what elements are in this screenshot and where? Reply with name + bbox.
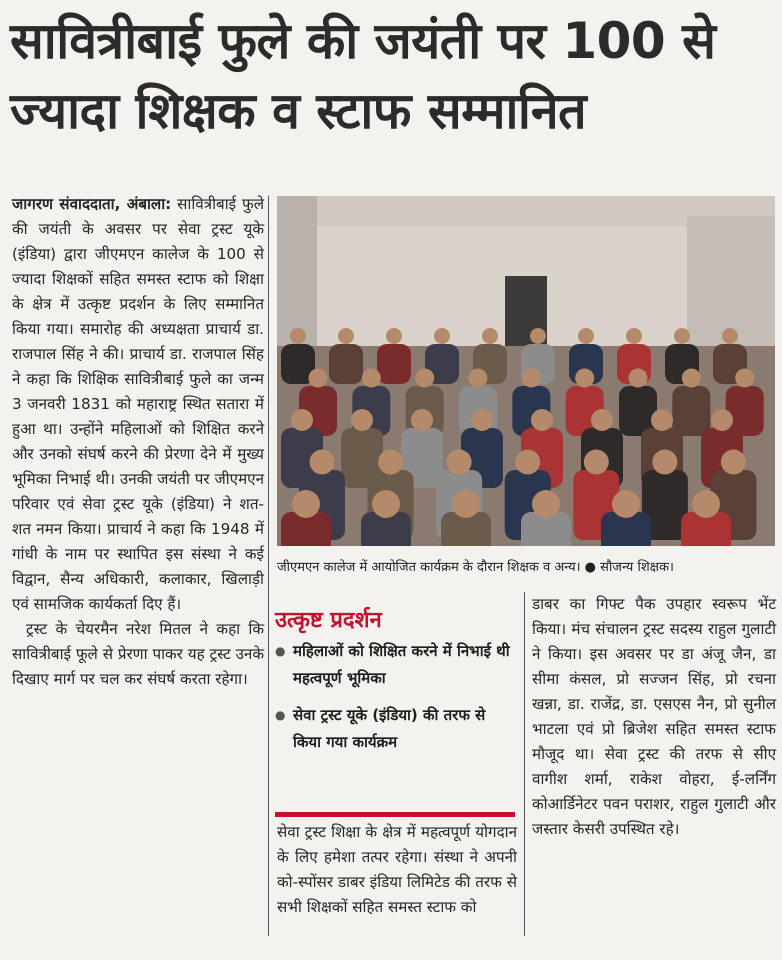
headline-line-1: सावित्रीबाई फुले की जयंती पर 100 से [10, 12, 716, 70]
audience-head [351, 409, 373, 431]
audience-head [652, 450, 677, 475]
audience-head [674, 328, 690, 344]
headline-line-2: ज्यादा शिक्षक व स्टाफ सम्मानित [10, 82, 587, 140]
highlight-point: ● महिलाओं को शिक्षित करने में निभाई थी महत्वपूर्ण भूमिका [275, 638, 515, 692]
audience-head [515, 450, 540, 475]
audience-head [530, 328, 546, 344]
audience-head [711, 409, 733, 431]
column-4-paragraph: डाबर का गिफ्ट पैक उपहार स्वरूप भेंट किया। मंच संचालन ट्रस्ट सदस्य राहुल गुलाटी ने किया। इस अवसर पर डा अंजू जैन, डा सीमा कंसल, प्रो सज्जन सिंह, प्रो रचना खन्ना, डा. राजेंद्र, डा. एसएस नैन, प्रो सुनील भाटला एवं प्रो ब्रिजेश सहित समस्त स्टाफ मौजूद था। सेवा ट्रस्ट की तरफ से सीए वागीश शर्मा, राकेश वोहरा, ई-लर्निंग कोआर्डिनेटर पवन पराशर, राहुल गुलाटी और जस्तार केसरी उपस्थित रहे। [532, 595, 776, 838]
article-column-4 [532, 592, 776, 842]
article-column-3 [277, 820, 517, 920]
highlight-point: ● सेवा ट्रस्ट यूके (इंडिया) की तरफ से किया गया कार्यक्रम [275, 702, 515, 756]
byline: जागरण संवाददाता, अंबाला: [12, 195, 172, 213]
audience-head [532, 490, 560, 518]
audience-head [434, 328, 450, 344]
column-divider [268, 196, 269, 936]
event-photo [277, 196, 775, 546]
column-3-paragraph: सेवा ट्रस्ट शिक्षा के क्षेत्र में महत्वपूर्ण योगदान के लिए हमेशा तत्पर रहेगा। संस्था ने अपनी को-स्पोंसर डाबर इंडिया लिमिटेड की तरफ से सभी शिक्षकों सहित समस्त स्टाफ को [277, 823, 517, 916]
audience-head [522, 369, 541, 388]
audience-head [471, 409, 493, 431]
column-divider [524, 592, 525, 936]
audience-head [482, 328, 498, 344]
audience-head [626, 328, 642, 344]
audience-head [310, 450, 335, 475]
audience-head [578, 328, 594, 344]
audience-head [411, 409, 433, 431]
highlight-title: उत्कृष्ट प्रदर्शन [275, 608, 382, 633]
audience-person [377, 344, 411, 384]
audience-head [692, 490, 720, 518]
audience-head [338, 328, 354, 344]
audience-head [682, 369, 701, 388]
highlight-list [275, 638, 515, 756]
audience-head [447, 450, 472, 475]
audience-head [378, 450, 403, 475]
audience-head [291, 409, 313, 431]
audience-head [722, 328, 738, 344]
audience-head [386, 328, 402, 344]
article-column-1 [12, 192, 264, 692]
audience-head [372, 490, 400, 518]
headline [10, 6, 772, 146]
audience-head [721, 450, 746, 475]
audience-head [292, 490, 320, 518]
audience-photo-illustration [277, 196, 775, 546]
column-1-paragraph-2: ट्रस्ट के चेयरमैन नरेश मितल ने कहा कि सावित्रीबाई फूले से प्रेरणा पाकर यह ट्रस्ट उनके दिखाए मार्ग पर चल कर संघर्ष करता रहेगा। [12, 620, 264, 688]
audience-head [735, 369, 754, 388]
audience-head [452, 490, 480, 518]
audience-head [651, 409, 673, 431]
photo-caption: जीएमएन कालेज में आयोजित कार्यक्रम के दौरान शिक्षक व अन्य। ● सौजन्य शिक्षक। [277, 560, 674, 575]
audience-head [469, 369, 488, 388]
column-1-paragraph-1: सावित्रीबाई फुले की जयंती के अवसर पर सेवा ट्रस्ट यूके (इंडिया) द्वारा जीएमएन कालेज के 100 से ज्यादा शिक्षकों सहित समस्त स्टाफ को शिक्षा के क्षेत्र में उत्कृष्ट प्रदर्शन के लिए सम्मानित किया गया। समारोह की अध्यक्षता प्राचार्य डा. राजपाल सिंह ने की। प्राचार्य डा. राजपाल सिंह ने कहा कि शिक्षिक सावित्रीबाई फुले का जन्म 3 जनवरी 1831 को महाराष्ट्र स्थित सतारा में हुआ था। उन्होंने महिलाओं को शिक्षित करने और उनको संघर्ष करने की प्रेरणा देने में मुख्य भूमिका निभाई थी। उनकी जयंती पर जीएमएन परिवार एवं सेवा ट्रस्ट यूके (इंडिया) ने शत- शत नमन किया। प्राचार्य ने कहा कि 1948 में गांधी के नाम पर स्थापित इस संस्था ने कई विद्वान, सैन्य अधिकारी, कलाकार, खिलाड़ी एवं सामजिक कार्यकर्ता दिए हैं। [12, 195, 264, 613]
audience-head [415, 369, 434, 388]
audience-person [672, 386, 710, 436]
highlight-box [275, 604, 515, 766]
audience-head [531, 409, 553, 431]
audience-head [629, 369, 648, 388]
audience-head [309, 369, 328, 388]
audience-head [575, 369, 594, 388]
audience-head [584, 450, 609, 475]
audience-head [362, 369, 381, 388]
audience-head [591, 409, 613, 431]
audience-person [329, 344, 363, 384]
audience-head [290, 328, 306, 344]
audience-head [612, 490, 640, 518]
highlight-divider-bar [275, 812, 515, 817]
